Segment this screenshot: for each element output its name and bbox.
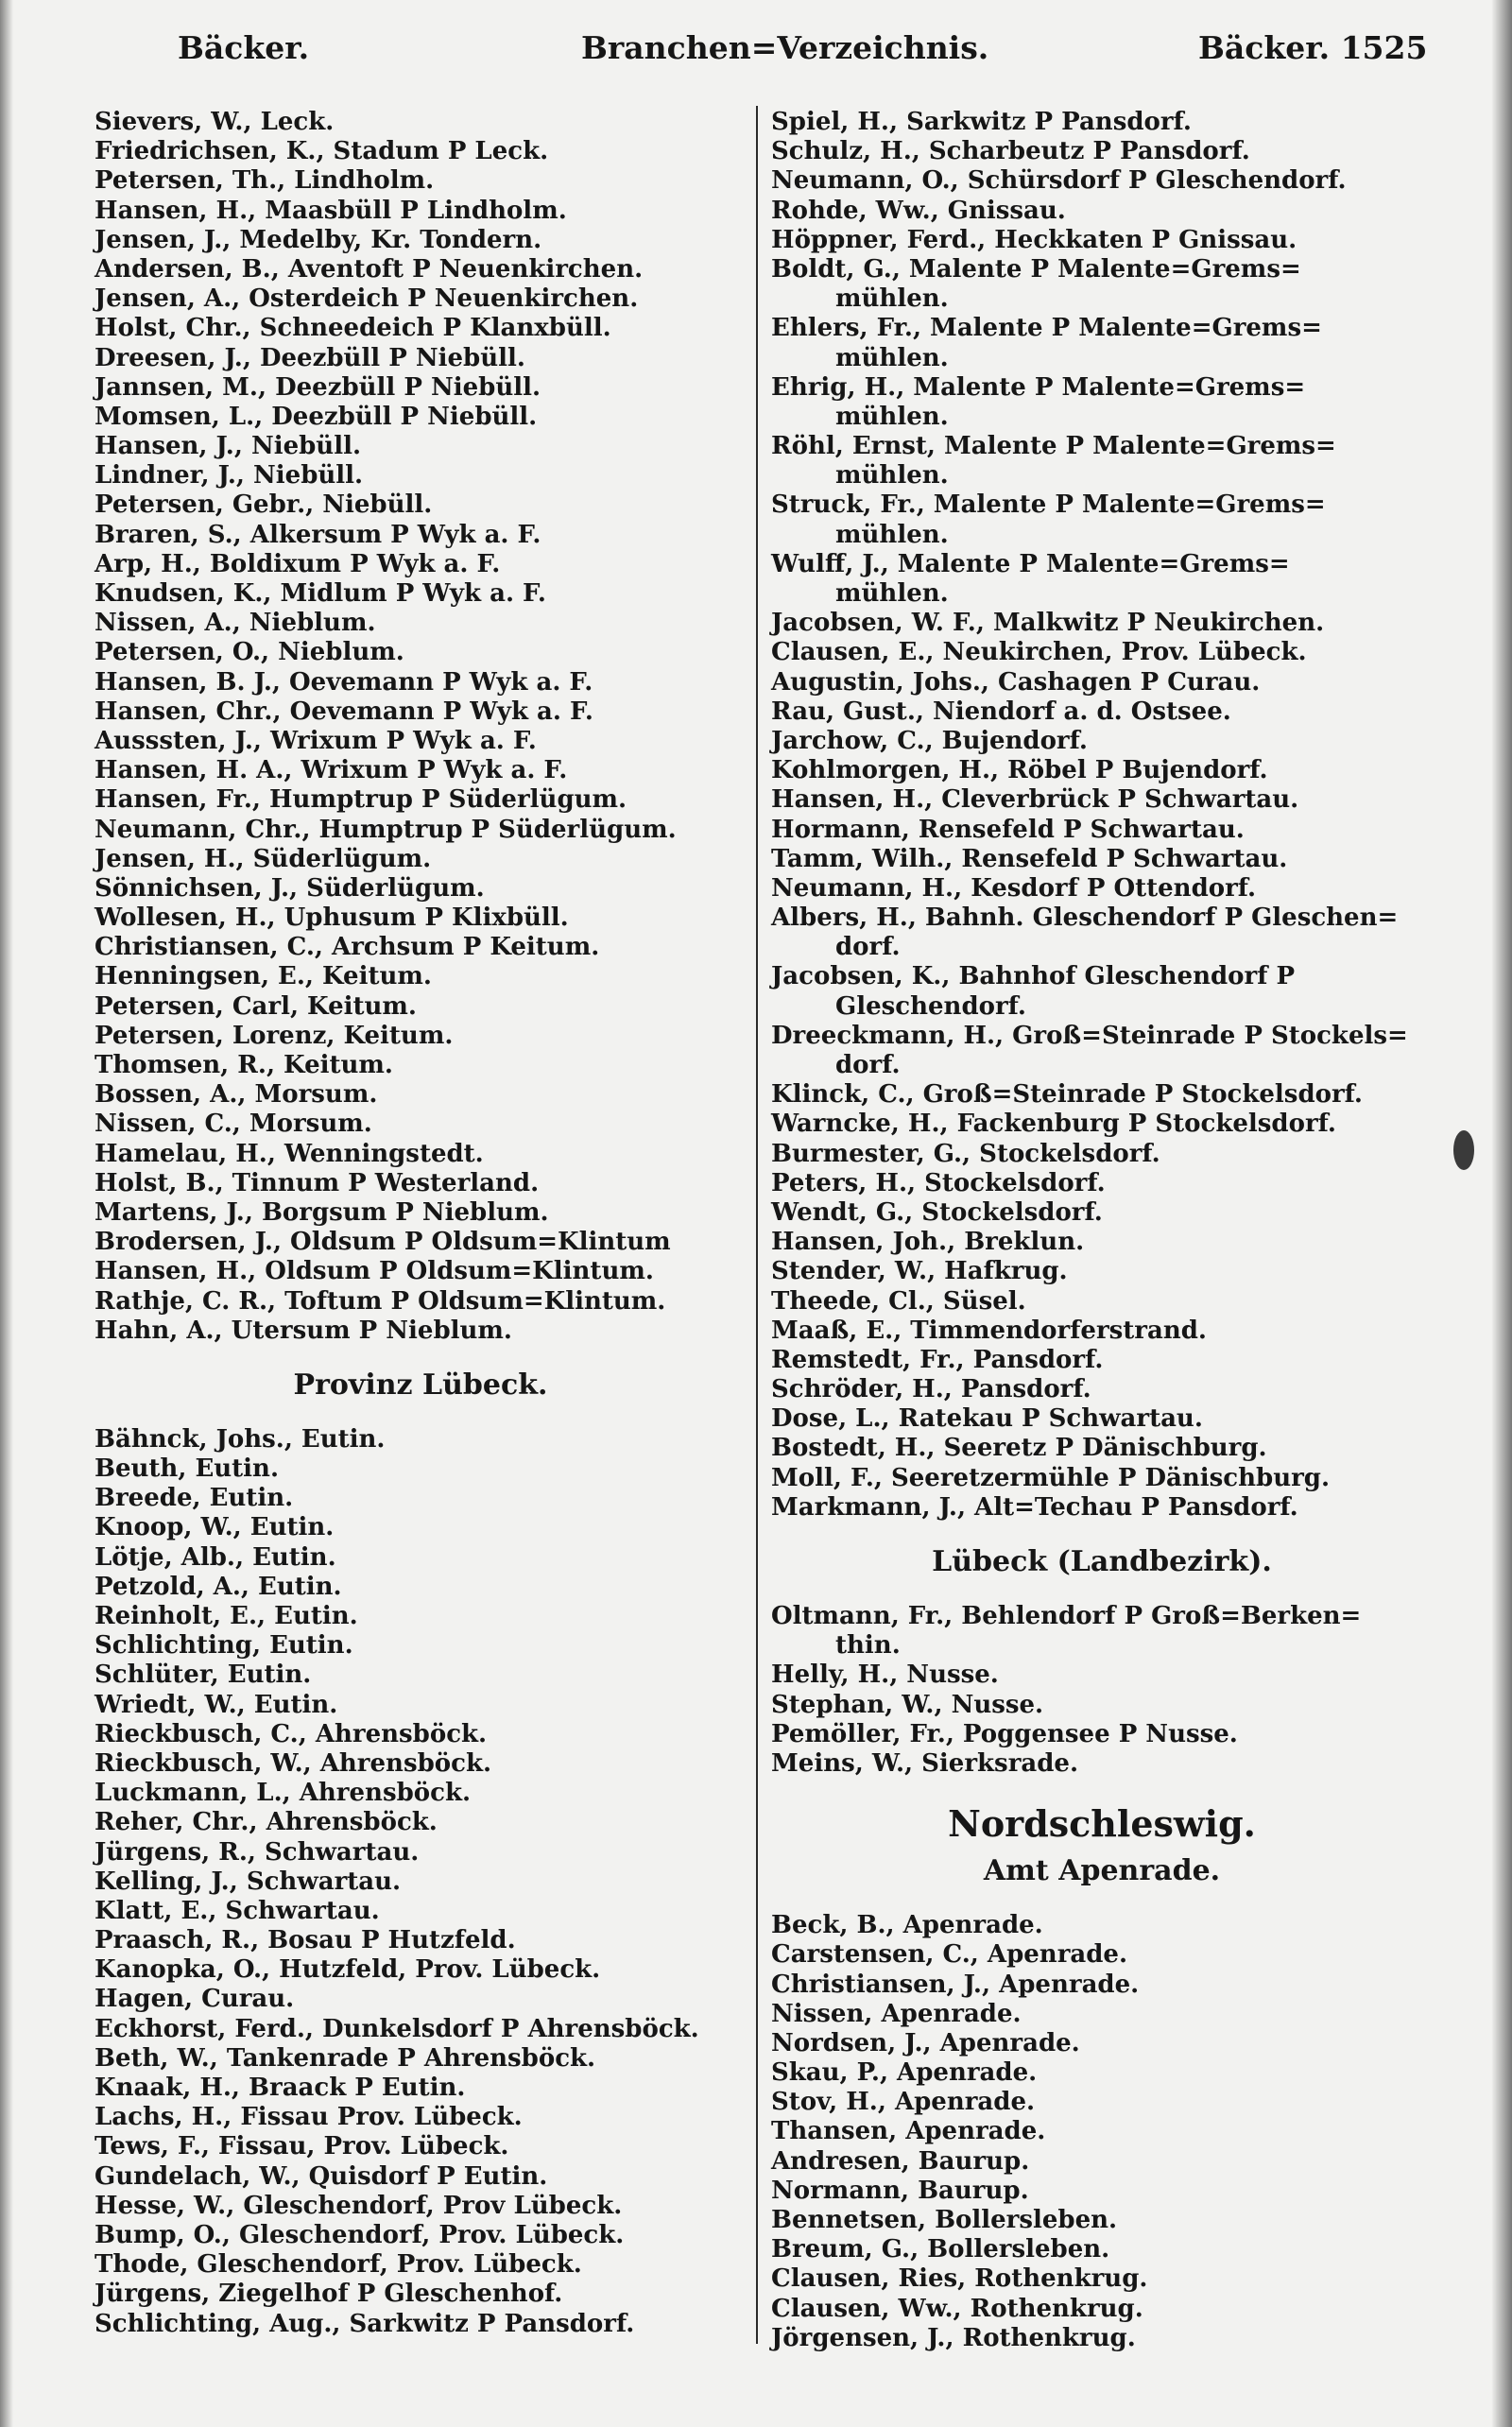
directory-entry: Jensen, J., Medelby, Kr. Tondern.	[94, 225, 542, 254]
directory-entry: Lindner, J., Niebüll.	[94, 461, 364, 491]
directory-entry: Holst, Chr., Schneedeich P Klanxbüll.	[94, 314, 611, 343]
directory-entry: Boldt, G., Malente P Malente=Grems=	[771, 254, 1301, 284]
directory-entry: Tews, F., Fissau, Prov. Lübeck.	[94, 2132, 509, 2161]
directory-entry: Stephan, W., Nusse.	[771, 1690, 1044, 1719]
spacer	[771, 1892, 1433, 1911]
directory-entry: Holst, B., Tinnum P Westerland.	[94, 1168, 540, 1197]
directory-entry: Hansen, Joh., Breklun.	[771, 1228, 1085, 1257]
directory-entry: Rieckbusch, W., Ahrensböck.	[94, 1748, 492, 1778]
directory-entry: Schulz, H., Scharbeutz P Pansdorf.	[771, 137, 1250, 166]
directory-entry: Eckhorst, Ferd., Dunkelsdorf P Ahrensböck.	[94, 2014, 699, 2043]
directory-entry: Neumann, Chr., Humptrup P Süderlügum.	[94, 815, 677, 844]
entry-continuation: dorf.	[835, 1051, 901, 1079]
directory-entry: Clausen, Ries, Rothenkrug.	[771, 2264, 1148, 2294]
scan-edge-shadow	[1491, 0, 1512, 2427]
directory-entry: Maaß, E., Timmendorferstrand.	[771, 1316, 1207, 1345]
directory-entry: Wulff, J., Malente P Malente=Grems=	[771, 549, 1290, 578]
directory-entry: Hansen, J., Niebüll.	[94, 432, 362, 461]
directory-entry: Hahn, A., Utersum P Nieblum.	[94, 1316, 512, 1345]
directory-entry: Hesse, W., Gleschendorf, Prov Lübeck.	[94, 2191, 623, 2220]
directory-entry: Schlichting, Eutin.	[94, 1631, 353, 1661]
directory-entry: Beck, B., Apenrade.	[771, 1911, 1043, 1940]
directory-entry: Jacobsen, K., Bahnhof Gleschendorf P	[771, 962, 1295, 991]
directory-entry: Jensen, H., Süderlügum.	[94, 844, 432, 873]
directory-entry: Warncke, H., Fackenburg P Stockelsdorf.	[771, 1110, 1336, 1139]
directory-entry: Kohlmorgen, H., Röbel P Bujendorf.	[771, 756, 1268, 785]
directory-entry: Brodersen, J., Oldsum P Oldsum=Klintum	[94, 1228, 671, 1257]
directory-entry: Jacobsen, W. F., Malkwitz P Neukirchen.	[771, 609, 1325, 638]
directory-entry: Petzold, A., Eutin.	[94, 1572, 342, 1601]
directory-entry: Martens, J., Borgsum P Nieblum.	[94, 1197, 549, 1227]
directory-entry: Rieckbusch, C., Ahrensböck.	[94, 1719, 488, 1748]
directory-entry: Hansen, Fr., Humptrup P Süderlügum.	[94, 785, 627, 815]
directory-entry: Braren, S., Alkersum P Wyk a. F.	[94, 520, 541, 549]
directory-entry: Reinholt, E., Eutin.	[94, 1602, 358, 1630]
directory-entry: Jarchow, C., Bujendorf.	[771, 726, 1088, 755]
entry-continuation: dorf.	[835, 933, 901, 962]
spacer	[771, 1583, 1433, 1602]
directory-entry: Bennetsen, Bollersleben.	[771, 2206, 1118, 2234]
region-heading: Nordschleswig.	[948, 1802, 1256, 1846]
directory-entry: Christiansen, J., Apenrade.	[771, 1970, 1140, 1999]
directory-entry: Breede, Eutin.	[94, 1484, 294, 1513]
directory-entry: Stov, H., Apenrade.	[771, 2088, 1036, 2117]
spacer	[771, 1779, 1433, 1798]
directory-entry: Peters, H., Stockelsdorf.	[771, 1168, 1106, 1197]
directory-entry: Augustin, Johs., Cashagen P Curau.	[771, 667, 1261, 697]
directory-entry: Schlüter, Eutin.	[94, 1661, 312, 1690]
left-column	[94, 108, 747, 2339]
entry-continuation: mühlen.	[835, 402, 949, 431]
entry-continuation: mühlen.	[835, 520, 949, 549]
directory-entry: Hansen, H., Maasbüll P Lindholm.	[94, 196, 567, 225]
directory-entry: Sönnichsen, J., Süderlügum.	[94, 873, 485, 903]
directory-entry: Thode, Gleschendorf, Prov. Lübeck.	[94, 2250, 582, 2280]
directory-entry: Henningsen, E., Keitum.	[94, 962, 432, 991]
directory-entry: Hansen, H. A., Wrixum P Wyk a. F.	[94, 756, 568, 785]
directory-entry: Beth, W., Tankenrade P Ahrensböck.	[94, 2043, 596, 2073]
directory-entry: Klatt, E., Schwartau.	[94, 1896, 380, 1925]
directory-entry: Clausen, E., Neukirchen, Prov. Lübeck.	[771, 638, 1307, 667]
directory-entry: Schlichting, Aug., Sarkwitz P Pansdorf.	[94, 2309, 635, 2338]
directory-entry: Lötje, Alb., Eutin.	[94, 1542, 336, 1572]
directory-entry: Knudsen, K., Midlum P Wyk a. F.	[94, 579, 546, 608]
directory-entry: Friedrichsen, K., Stadum P Leck.	[94, 137, 549, 166]
directory-entry: Rau, Gust., Niendorf a. d. Ostsee.	[771, 697, 1231, 726]
directory-entry: Jürgens, Ziegelhof P Gleschenhof.	[94, 2280, 563, 2309]
directory-entry: Hamelau, H., Wenningstedt.	[94, 1139, 484, 1168]
directory-entry: Neumann, H., Kesdorf P Ottendorf.	[771, 873, 1257, 903]
directory-entry: Knoop, W., Eutin.	[94, 1513, 335, 1542]
directory-entry: Dreesen, J., Deezbüll P Niebüll.	[94, 343, 525, 372]
running-head-left: Bäcker.	[178, 29, 310, 66]
directory-entry: Albers, H., Bahnh. Gleschendorf P Gleschen=	[771, 904, 1399, 933]
directory-entry: Dreeckmann, H., Groß=Steinrade P Stockels=	[771, 1021, 1408, 1050]
directory-entry: Kelling, J., Schwartau.	[94, 1867, 402, 1896]
directory-entry: Dose, L., Ratekau P Schwartau.	[771, 1404, 1203, 1434]
directory-entry: Beuth, Eutin.	[94, 1454, 279, 1484]
section-heading: Amt Apenrade.	[983, 1854, 1221, 1888]
directory-entry: Ehrig, H., Malente P Malente=Grems=	[771, 372, 1306, 402]
directory-entry: Nissen, A., Nieblum.	[94, 609, 376, 638]
directory-entry: Hansen, H., Oldsum P Oldsum=Klintum.	[94, 1257, 654, 1286]
directory-entry: Clausen, Ww., Rothenkrug.	[771, 2294, 1143, 2323]
directory-entry: Jensen, A., Osterdeich P Neuenkirchen.	[94, 284, 639, 314]
running-head-title: Branchen=Verzeichnis.	[581, 29, 989, 66]
directory-entry: Bump, O., Gleschendorf, Prov. Lübeck.	[94, 2220, 625, 2249]
directory-entry: Remstedt, Fr., Pansdorf.	[771, 1345, 1104, 1374]
spacer	[94, 1346, 747, 1365]
column-divider	[756, 106, 758, 2344]
directory-entry: Carstensen, C., Apenrade.	[771, 1940, 1128, 1970]
entry-continuation: mühlen.	[835, 343, 949, 372]
directory-entry: Wollesen, H., Uphusum P Klixbüll.	[94, 904, 569, 933]
entry-continuation: thin.	[835, 1631, 901, 1661]
directory-entry: Helly, H., Nusse.	[771, 1661, 999, 1690]
directory-entry: Meins, W., Sierksrade.	[771, 1748, 1079, 1778]
directory-entry: Thansen, Apenrade.	[771, 2117, 1046, 2146]
directory-entry: Petersen, Lorenz, Keitum.	[94, 1021, 454, 1050]
directory-entry: Normann, Baurup.	[771, 2176, 1029, 2205]
directory-entry: Petersen, Th., Lindholm.	[94, 166, 435, 196]
directory-entry: Kanopka, O., Hutzfeld, Prov. Lübeck.	[94, 1955, 601, 1985]
directory-entry: Bostedt, H., Seeretz P Dänischburg.	[771, 1434, 1267, 1463]
directory-entry: Ausssten, J., Wrixum P Wyk a. F.	[94, 726, 537, 755]
directory-entry: Theede, Cl., Süsel.	[771, 1286, 1026, 1316]
directory-entry: Lachs, H., Fissau Prov. Lübeck.	[94, 2103, 523, 2132]
directory-entry: Praasch, R., Bosau P Hutzfeld.	[94, 1926, 516, 1955]
directory-entry: Ehlers, Fr., Malente P Malente=Grems=	[771, 314, 1322, 343]
directory-entry: Arp, H., Boldixum P Wyk a. F.	[94, 549, 501, 578]
directory-entry: Jannsen, M., Deezbüll P Niebüll.	[94, 372, 541, 402]
directory-entry: Röhl, Ernst, Malente P Malente=Grems=	[771, 432, 1336, 461]
directory-entry: Spiel, H., Sarkwitz P Pansdorf.	[771, 108, 1192, 136]
scan-edge-shadow	[0, 0, 13, 2427]
spacer	[771, 1523, 1433, 1541]
spacer	[94, 1406, 747, 1425]
directory-entry: Nordsen, J., Apenrade.	[771, 2028, 1080, 2057]
directory-entry: Sievers, W., Leck.	[94, 108, 335, 136]
directory-entry: Hormann, Rensefeld P Schwartau.	[771, 815, 1245, 844]
directory-entry: Petersen, O., Nieblum.	[94, 638, 404, 667]
entry-continuation: Gleschendorf.	[835, 991, 1026, 1021]
directory-entry: Andresen, Baurup.	[771, 2146, 1030, 2176]
entry-continuation: mühlen.	[835, 284, 949, 314]
section-heading: Lübeck (Landbezirk).	[932, 1545, 1272, 1578]
directory-entry: Gundelach, W., Quisdorf P Eutin.	[94, 2161, 548, 2191]
directory-entry: Struck, Fr., Malente P Malente=Grems=	[771, 491, 1326, 520]
directory-entry: Rohde, Ww., Gnissau.	[771, 196, 1066, 225]
directory-entry: Jürgens, R., Schwartau.	[94, 1837, 420, 1867]
directory-entry: Nissen, Apenrade.	[771, 1999, 1022, 2028]
directory-entry: Oltmann, Fr., Behlendorf P Groß=Berken=	[771, 1602, 1362, 1630]
directory-entry: Moll, F., Seeretzermühle P Dänischburg.	[771, 1463, 1331, 1492]
directory-entry: Tamm, Wilh., Rensefeld P Schwartau.	[771, 844, 1288, 873]
directory-entry: Skau, P., Apenrade.	[771, 2058, 1038, 2088]
directory-entry: Breum, G., Bollersleben.	[771, 2235, 1110, 2264]
directory-entry: Pemöller, Fr., Poggensee P Nusse.	[771, 1719, 1238, 1748]
directory-entry: Bossen, A., Morsum.	[94, 1080, 378, 1110]
directory-entry: Wendt, G., Stockelsdorf.	[771, 1197, 1103, 1227]
directory-entry: Knaak, H., Braack P Eutin.	[94, 2074, 466, 2102]
directory-entry: Reher, Chr., Ahrensböck.	[94, 1808, 438, 1837]
directory-entry: Christiansen, C., Archsum P Keitum.	[94, 933, 600, 962]
directory-entry: Stender, W., Hafkrug.	[771, 1257, 1068, 1286]
directory-entry: Jörgensen, J., Rothenkrug.	[771, 2323, 1136, 2352]
directory-entry: Petersen, Gebr., Niebüll.	[94, 491, 433, 520]
directory-entry: Nissen, C., Morsum.	[94, 1110, 372, 1139]
directory-entry: Markmann, J., Alt=Techau P Pansdorf.	[771, 1492, 1298, 1522]
directory-entry: Momsen, L., Deezbüll P Niebüll.	[94, 402, 538, 431]
directory-entry: Hansen, B. J., Oevemann P Wyk a. F.	[94, 667, 593, 697]
directory-entry: Burmester, G., Stockelsdorf.	[771, 1139, 1160, 1168]
directory-entry: Hansen, H., Cleverbrück P Schwartau.	[771, 785, 1299, 815]
directory-entry: Hagen, Curau.	[94, 1985, 295, 2014]
directory-entry: Schröder, H., Pansdorf.	[771, 1375, 1091, 1404]
directory-entry: Höppner, Ferd., Heckkaten P Gnissau.	[771, 225, 1297, 254]
directory-entry: Wriedt, W., Eutin.	[94, 1690, 338, 1719]
directory-entry: Andersen, B., Aventoft P Neuenkirchen.	[94, 254, 644, 284]
directory-entry: Hansen, Chr., Oevemann P Wyk a. F.	[94, 697, 593, 726]
directory-entry: Neumann, O., Schürsdorf P Gleschendorf.	[771, 166, 1347, 196]
directory-entry: Rathje, C. R., Toftum P Oldsum=Klintum.	[94, 1286, 666, 1316]
entry-continuation: mühlen.	[835, 579, 949, 608]
directory-entry: Luckmann, L., Ahrensböck.	[94, 1779, 472, 1808]
directory-entry: Bähnck, Johs., Eutin.	[94, 1424, 386, 1454]
directory-entry: Thomsen, R., Keitum.	[94, 1051, 393, 1079]
directory-entry: Petersen, Carl, Keitum.	[94, 991, 417, 1021]
running-head-right-page-number: Bäcker. 1525	[1198, 29, 1428, 66]
right-column	[771, 108, 1433, 2353]
punch-hole-mark	[1453, 1130, 1474, 1170]
section-heading: Provinz Lübeck.	[293, 1368, 548, 1402]
entry-continuation: mühlen.	[835, 461, 949, 491]
directory-entry: Klinck, C., Groß=Steinrade P Stockelsdorf.	[771, 1080, 1363, 1110]
